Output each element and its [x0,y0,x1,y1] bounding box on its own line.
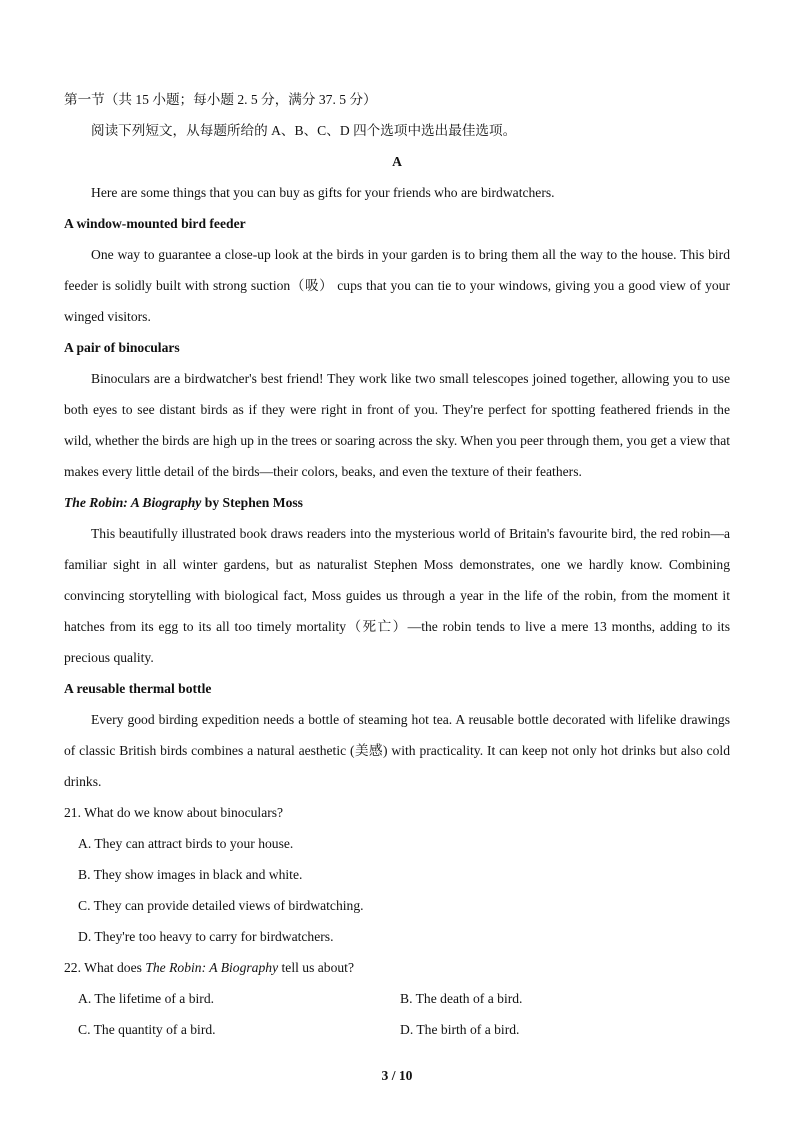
item-body-binoculars: Binoculars are a birdwatcher's best friend! They work like two small telescopes joined together, allowing you to use both eyes to see distant birds as if they were right in front of you. They're perfect for spotting feathered friends in the wild, whether the birds are high up in the trees or soaring across the sky. When you peer through them, you get a view that makes every little detail of the birds—their colors, beaks, and even the texture of their feathers. [64,371,730,479]
question-21-stem: 21. What do we know about binoculars? [64,805,284,820]
question-22-option-a: A. The lifetime of a bird. [78,991,215,1006]
question-22-stem [64,952,730,983]
passage-intro: Here are some things that you can buy as gifts for your friends who are birdwatchers. [91,185,555,200]
item-heading-binoculars: A pair of binoculars [64,340,180,355]
question-22-options-row-2 [64,1014,730,1045]
question-21-option-d: D. They're too heavy to carry for birdwatchers. [78,929,334,944]
question-21-option-c: C. They can provide detailed views of birdwatching. [78,898,364,913]
question-22-option-b: B. The death of a bird. [400,991,523,1006]
item-body-feeder: One way to guarantee a close-up look at the birds in your garden is to bring them all the way to the house. This bird feeder is solidly built with strong suction（吸） cups that you can tie to your windows, giving you a good view of your winged visitors. [64,247,730,324]
question-22-option-c: C. The quantity of a bird. [78,1022,216,1037]
question-22-stem-post: tell us about? [278,960,354,975]
section-header: 第一节（共 15 小题；每小题 2. 5 分，满分 37. 5 分） [64,92,377,107]
question-22-option-d: D. The birth of a bird. [400,1022,520,1037]
instruction: 阅读下列短文，从每题所给的 A、B、C、D 四个选项中选出最佳选项。 [91,123,517,138]
item-heading-feeder: A window-mounted bird feeder [64,216,246,231]
item-heading-bottle: A reusable thermal bottle [64,681,212,696]
item-body-bottle: Every good birding expedition needs a bottle of steaming hot tea. A reusable bottle decorated with lifelike drawings of classic British birds combines a natural aesthetic (美感) with practicality. It can keep not only hot drinks but also cold drinks. [64,712,730,789]
book-title: The Robin: A Biography [64,495,202,510]
question-21-option-a: A. They can attract birds to your house. [78,836,294,851]
item-heading-book [64,487,730,518]
question-22-stem-pre: 22. What does [64,960,146,975]
question-21-option-b: B. They show images in black and white. [78,867,303,882]
question-22-book-title: The Robin: A Biography [145,960,279,975]
exam-page [64,84,730,1045]
passage-letter: A [392,154,402,169]
item-body-book: This beautifully illustrated book draws readers into the mysterious world of Britain's favourite bird, the red robin—a familiar sight in all winter gardens, but as naturalist Stephen Moss demonstrates, one we hardly know. Combining convincing storytelling with biological fact, Moss guides us through a year in the life of the robin, from the moment it hatches from its egg to its all too timely mortality（死亡）—the robin tends to live a mere 13 months, adding to its precious quality. [64,526,730,665]
question-22-options-row-1 [64,983,730,1014]
book-author: by Stephen Moss [201,495,303,510]
page-number: 3 / 10 [381,1068,413,1083]
